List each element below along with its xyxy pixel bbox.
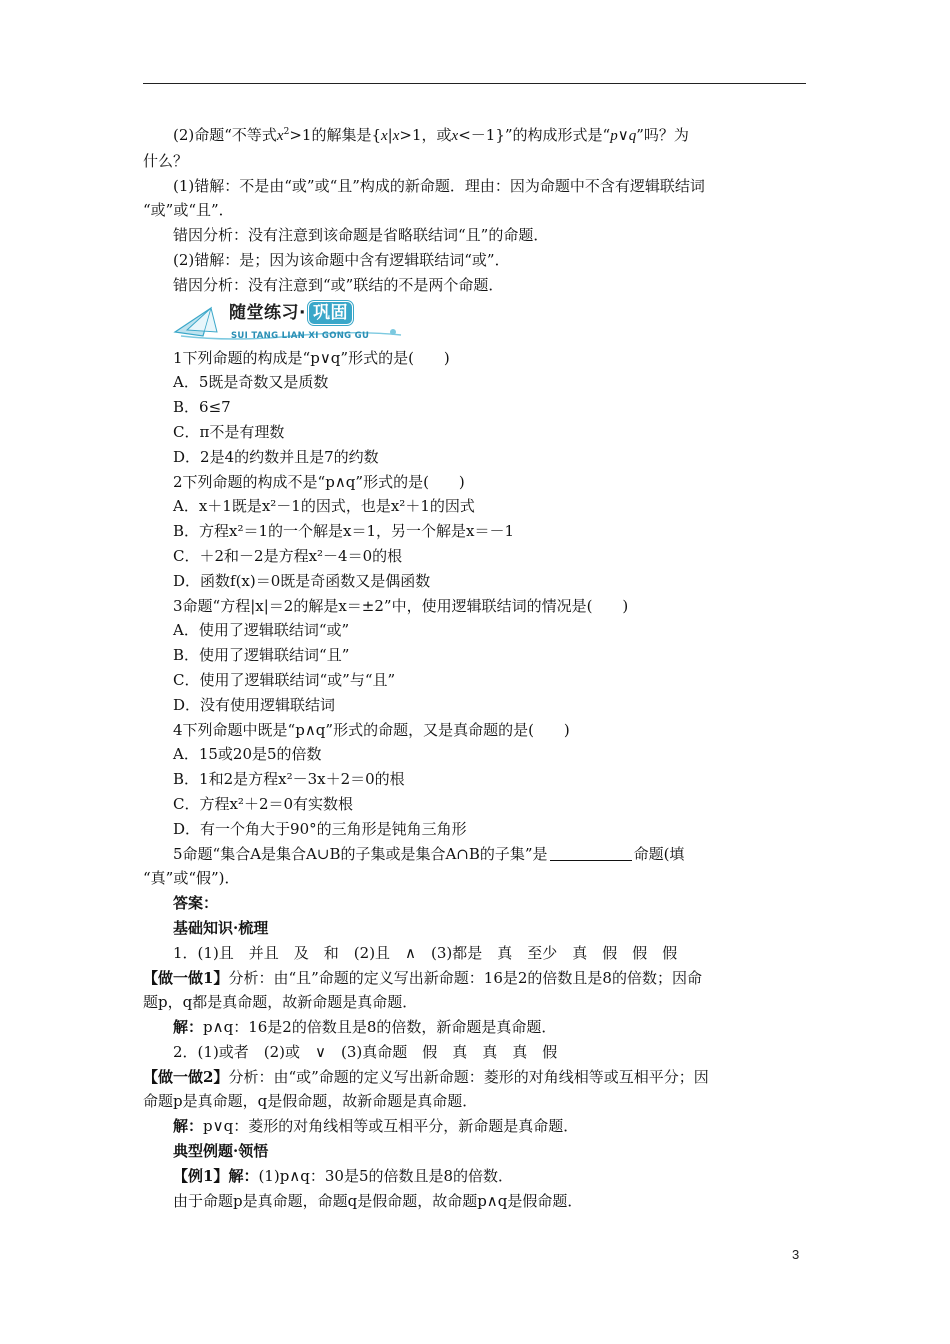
section-banner: [173, 300, 806, 342]
option: C．π不是有理数: [173, 422, 285, 441]
answer-blank: [550, 846, 632, 861]
option: D．没有使用逻辑联结词: [173, 695, 336, 714]
answer-line: 【做一做2】分析：由“或”命题的定义写出新命题：菱形的对角线相等或互相平分；因: [143, 1067, 709, 1086]
header-rule: [143, 83, 806, 84]
option: C．方程x²＋2＝0有实数根: [173, 794, 354, 813]
answer-line: 【做一做1】分析：由“且”命题的定义写出新命题：16是2的倍数且是8的倍数；因命: [143, 968, 702, 987]
option: C．使用了逻辑联结词“或”与“且”: [173, 670, 396, 689]
text-line: (2)错解：是；因为该命题中含有逻辑联结词“或”．: [173, 250, 510, 269]
answers-section-1: 基础知识·梳理: [173, 918, 269, 937]
answers-heading: 答案：: [173, 894, 219, 913]
page-body: [143, 123, 806, 1213]
text-line: “或”或“且”．: [143, 201, 234, 220]
answer-line: 解：p∧q：16是2的倍数且是8的倍数，新命题是真命题．: [173, 1018, 557, 1037]
question-3: 3命题“方程|x|＝2的解是x＝±2”中，使用逻辑联结词的情况是( ): [173, 596, 629, 615]
option: D．有一个角大于90°的三角形是钝角三角形: [173, 819, 467, 838]
option: A．x＋1既是x²－1的因式，也是x²＋1的因式: [173, 497, 475, 516]
option: A．5既是奇数又是质数: [173, 373, 329, 392]
text-line: 错因分析：没有注意到“或”联结的不是两个命题．: [173, 275, 504, 294]
question-4: 4下列命题中既是“p∧q”形式的命题，又是真命题的是( ): [173, 720, 570, 739]
option: D．函数f(x)＝0既是奇函数又是偶函数: [173, 571, 431, 590]
banner-highlight: 巩固: [308, 301, 353, 325]
option: B．6≤7: [173, 398, 231, 417]
answer-line: 2．(1)或者 (2)或 ∨ (3)真命题 假 真 真 真 假: [173, 1042, 558, 1061]
option: A．15或20是5的倍数: [173, 745, 322, 764]
option: C．＋2和－2是方程x²－4＝0的根: [173, 546, 403, 565]
option: B．方程x²＝1的一个解是x＝1，另一个解是x＝－1: [173, 522, 515, 541]
option: B．使用了逻辑联结词“且”: [173, 646, 350, 665]
answer-line: 【例1】解：(1)p∧q：30是5的倍数且是8的倍数．: [173, 1166, 514, 1185]
question-1: 1下列命题的构成是“p∨q”形式的是( ): [173, 348, 450, 367]
answer-line: 命题p是真命题，q是假命题，故新命题是真命题．: [143, 1092, 478, 1111]
banner-title: 随堂练习· 巩固: [229, 301, 353, 325]
question-2: 2下列命题的构成不是“p∧q”形式的是( ): [173, 472, 465, 491]
answer-line: 解：p∨q：菱形的对角线相等或互相平分，新命题是真命题．: [173, 1117, 579, 1136]
option: A．使用了逻辑联结词“或”: [173, 621, 350, 640]
page-number: 3: [792, 1247, 800, 1262]
text-line: (2)命题“不等式$x^2>1$的解集是{x|x>1，或x<－1}”的构成形式是“p∨q”吗？为: [173, 126, 689, 144]
text-line: “真”或“假”)．: [143, 869, 240, 888]
option: D．2是4的约数并且是7的约数: [173, 447, 379, 466]
question-5: 5命题“集合A是集合A∪B的子集或是集合A∩B的子集”是 命题(填: [173, 844, 685, 863]
answers-section-2: 典型例题·领悟: [173, 1142, 269, 1161]
banner-subtitle: SUI TANG LIAN XI GONG GU: [231, 330, 370, 341]
option: B．1和2是方程x²－3x＋2＝0的根: [173, 770, 405, 789]
text-line: 什么？: [143, 151, 189, 170]
answer-line: 由于命题p是真命题，命题q是假命题，故命题p∧q是假命题．: [173, 1191, 583, 1210]
answer-line: 题p，q都是真命题，故新命题是真命题．: [143, 993, 418, 1012]
text-line: (1)错解：不是由“或”或“且”构成的新命题．理由：因为命题中不含有逻辑联结词: [173, 176, 705, 195]
answer-line: 1．(1)且 并且 及 和 (2)且 ∧ (3)都是 真 至少 真 假 假 假: [173, 943, 678, 962]
text-line: 错因分析：没有注意到该命题是省略联结词“且”的命题．: [173, 226, 549, 245]
